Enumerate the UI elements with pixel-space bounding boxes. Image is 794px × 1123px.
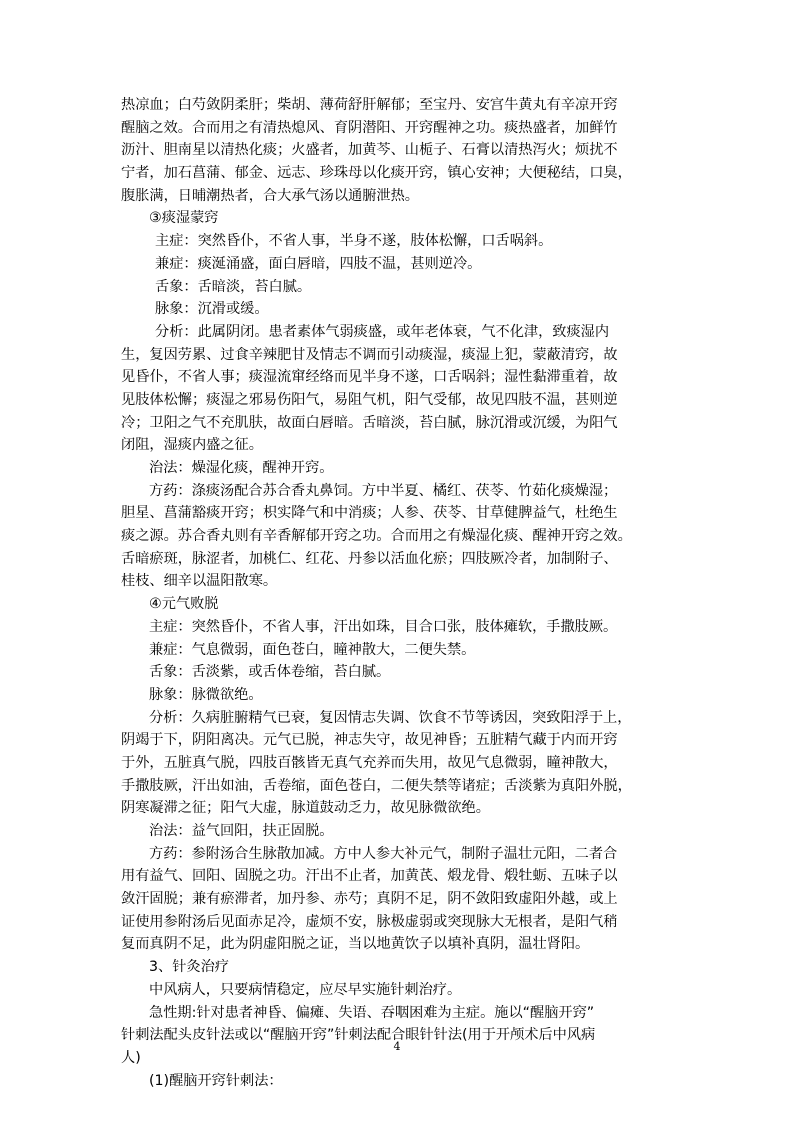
text-line: 见昏仆，不省人事；痰湿流窜经络而见半身不遂，口舌㖞斜；湿性黏滞重着，故 <box>121 369 618 386</box>
page-number: 4 <box>393 1040 401 1053</box>
text-line: 阴寒凝滞之征；阳气大虚，脉道鼓动乏力，故见脉微欲绝。 <box>121 800 490 817</box>
text-line: 宁者，加石菖蒲、郁金、远志、珍珠母以化痰开窍，镇心安神；大便秘结，口臭， <box>121 165 632 182</box>
text-line: 兼症：气息微弱，面色苍白，瞳神散大，二便失禁。 <box>149 641 476 658</box>
text-line: 证使用参附汤后见面赤足冷，虚烦不安，脉极虚弱或突现脉大无根者，是阳气稍 <box>121 913 618 930</box>
text-line: 脉象：沉滑或缓。 <box>155 301 269 318</box>
text-line: 阴竭于下，阴阳离决。元气已脱，神志失守，故见神昏；五脏精气藏于内而开窍 <box>121 732 618 749</box>
text-line: 冷；卫阳之气不充肌肤，故面白唇暗。舌暗淡，苔白腻，脉沉滑或沉缓，为阳气 <box>121 414 618 431</box>
document-body <box>121 94 677 1092</box>
text-line: 沥汁、胆南星以清热化痰；火盛者，加黄芩、山栀子、石膏以清热泻火；烦扰不 <box>121 142 618 159</box>
text-line: 见肢体松懈；痰湿之邪易伤阳气，易阻气机，阳气受郁，故见四肢不温，甚则逆 <box>121 391 618 408</box>
text-line: 胆星、菖蒲豁痰开窍；枳实降气和中消痰；人参、茯苓、甘草健脾益气，杜绝生 <box>121 505 618 522</box>
text-line: 舌暗瘀斑，脉涩者，加桃仁、红花、丹参以活血化瘀；四肢厥冷者，加制附子、 <box>121 550 618 567</box>
text-line: 分析：久病脏腑精气已衰，复因情志失调、饮食不节等诱因，突致阳浮于上， <box>149 709 632 726</box>
text-line: 人) <box>121 1049 141 1066</box>
text-line: 分析：此属阴闭。患者素体气弱痰盛，或年老体衰，气不化津，致痰湿内 <box>155 323 610 340</box>
text-line: 手撒肢厥，汗出如油，舌卷缩，面色苍白，二便失禁等诸症；舌淡紫为真阳外脱， <box>121 777 632 794</box>
text-line: 用有益气、回阳、固脱之功。汗出不止者，加黄芪、煅龙骨、煅牡蛎、五味子以 <box>121 868 618 885</box>
text-line: 舌象：舌淡紫，或舌体卷缩，苔白腻。 <box>149 664 391 681</box>
text-line: 脉象：脉微欲绝。 <box>149 686 263 703</box>
text-line: 主症：突然昏仆，不省人事，汗出如珠，目合口张，肢体瘫软，手撒肢厥。 <box>149 618 618 635</box>
text-line: 闭阻，湿痰内盛之征。 <box>121 437 263 454</box>
text-line: 桂枝、细辛以温阳散寒。 <box>121 573 278 590</box>
text-line: 方药：参附汤合生脉散加减。方中人参大补元气，制附子温壮元阳，二者合 <box>149 845 618 862</box>
text-line: (1)醒脑开窍针刺法： <box>149 1072 283 1089</box>
text-line: 急性期:针对患者神昏、偏瘫、失语、吞咽困难为主症。施以“醒脑开窍” <box>149 1004 595 1021</box>
text-line: 主症：突然昏仆，不省人事，半身不遂，肢体松懈，口舌㖞斜。 <box>155 233 553 250</box>
text-line: 生，复因劳累、过食辛辣肥甘及情志不调而引动痰湿，痰湿上犯，蒙蔽清窍，故 <box>121 346 618 363</box>
text-line: 于外，五脏真气脱，四肢百骸皆无真气充养而失用，故见气息微弱，瞳神散大， <box>121 754 618 771</box>
text-line: 方药：涤痰汤配合苏合香丸鼻饲。方中半夏、橘红、茯苓、竹茹化痰燥湿； <box>149 482 618 499</box>
text-line: 中风病人，只要病情稳定，应尽早实施针刺治疗。 <box>149 981 462 998</box>
text-line: 3、针灸治疗 <box>149 959 229 976</box>
text-line: 痰之源。苏合香丸则有辛香解郁开窍之功。合而用之有燥湿化痰、醒神开窍之效。 <box>121 528 632 545</box>
text-line: 治法：益气回阳，扶正固脱。 <box>149 823 334 839</box>
text-line: ④元气败脱 <box>149 596 219 613</box>
text-line: 热凉血；白芍敛阴柔肝；柴胡、薄荷舒肝解郁；至宝丹、安宫牛黄丸有辛凉开窍 <box>121 97 618 113</box>
text-line: 醒脑之效。合而用之有清热熄风、育阴潜阳、开窍醒神之功。痰热盛者，加鲜竹 <box>121 119 618 136</box>
text-line: 复而真阴不足，此为阴虚阳脱之证，当以地黄饮子以填补真阴，温壮肾阳。 <box>121 936 590 953</box>
text-line: 敛汗固脱；兼有瘀滞者，加丹参、赤芍；真阴不足，阴不敛阳致虚阳外越，或上 <box>121 891 618 908</box>
text-line: 兼症：痰涎涌盛，面白唇暗，四肢不温，甚则逆冷。 <box>155 255 482 272</box>
text-line: 针刺法配头皮针法或以“醒脑开窍”针刺法配合眼针针法(用于开颅术后中风病 <box>121 1027 596 1044</box>
text-line: 腹胀满，日晡潮热者，合大承气汤以通腑泄热。 <box>121 187 419 204</box>
text-line: ③痰湿蒙窍 <box>149 210 219 227</box>
text-line: 舌象：舌暗淡，苔白腻。 <box>155 278 312 295</box>
text-line: 治法：燥湿化痰，醒神开窍。 <box>149 460 334 476</box>
